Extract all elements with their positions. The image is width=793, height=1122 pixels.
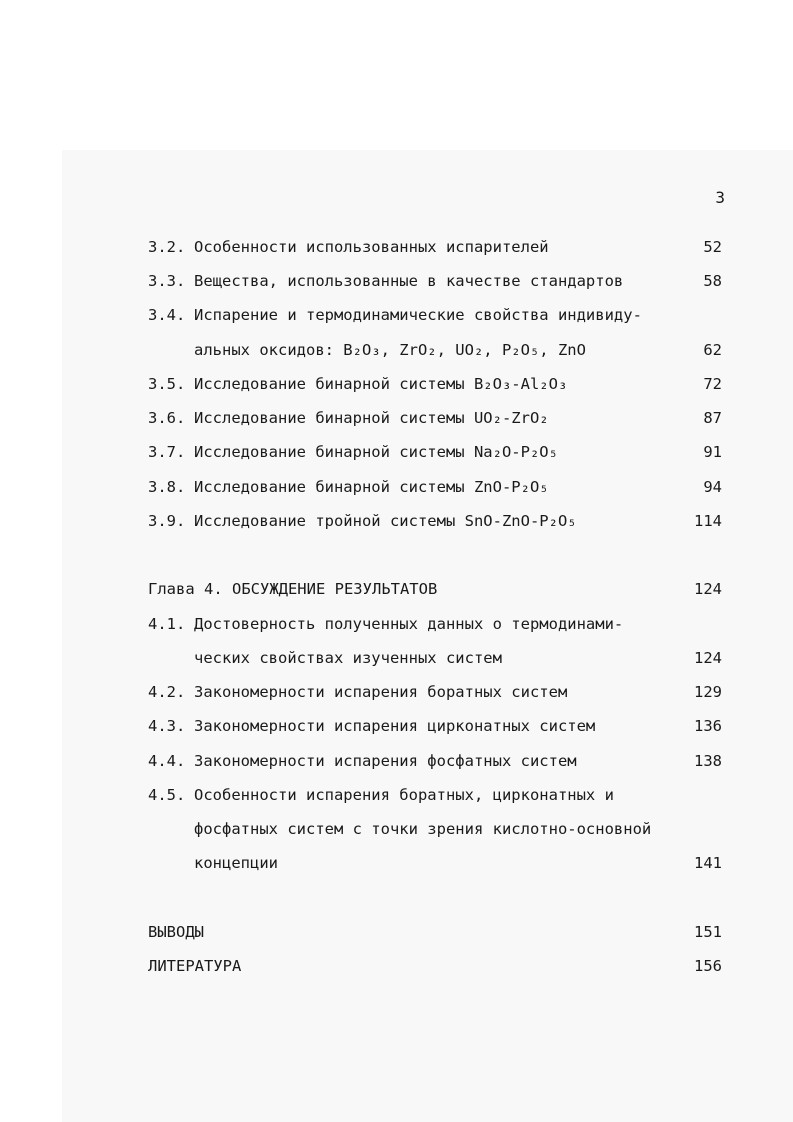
toc-entry-literature xyxy=(148,954,722,978)
section-title: Исследование бинарной системы UO₂-ZrO₂ xyxy=(194,409,549,427)
section-page: 114 xyxy=(694,512,722,530)
toc-entry-3-4 xyxy=(148,303,722,327)
section-title: Закономерности испарения фосфатных систем xyxy=(194,752,577,770)
section-title-line2: фосфатных систем с точки зрения кислотно-основной xyxy=(194,820,652,838)
section-title-line1: Достоверность полученных данных о термодинами- xyxy=(194,615,624,633)
toc-entry-3-8 xyxy=(148,475,722,499)
section-page: 72 xyxy=(703,375,722,393)
section-title: Особенности использованных испарителей xyxy=(194,238,549,256)
section-number: 3.8. xyxy=(148,478,186,496)
section-page: 52 xyxy=(703,238,722,256)
toc-entry-4-3 xyxy=(148,714,722,738)
toc-entry-4-1-cont xyxy=(148,646,722,670)
section-page: 62 xyxy=(703,341,722,359)
section-number: 3.6. xyxy=(148,409,186,427)
section-number: 4.2. xyxy=(148,683,186,701)
section-number: 3.9. xyxy=(148,512,186,530)
section-page: 141 xyxy=(694,854,722,872)
toc-entry-3-7 xyxy=(148,440,722,464)
toc-entry-4-1 xyxy=(148,612,722,636)
toc-entry-3-9 xyxy=(148,509,722,533)
conclusions-title: ВЫВОДЫ xyxy=(148,923,204,941)
toc-entry-3-6 xyxy=(148,406,722,430)
section-page: 124 xyxy=(694,580,722,598)
section-page: 87 xyxy=(703,409,722,427)
toc-entry-4-5-cont xyxy=(148,817,722,841)
section-number: 3.2. xyxy=(148,238,186,256)
section-number: 4.5. xyxy=(148,786,186,804)
literature-title: ЛИТЕРАТУРА xyxy=(148,957,242,975)
toc-entry-3-2 xyxy=(148,235,722,259)
toc-entry-4-4 xyxy=(148,749,722,773)
section-page: 151 xyxy=(694,923,722,941)
section-title-line2: альных оксидов: B₂O₃, ZrO₂, UO₂, P₂O₅, ZnO xyxy=(194,341,586,359)
page-number: 3 xyxy=(715,188,725,207)
section-title-line1: Испарение и термодинамические свойства индивиду- xyxy=(194,306,642,324)
section-title: Закономерности испарения цирконатных систем xyxy=(194,717,596,735)
section-page: 124 xyxy=(694,649,722,667)
section-page: 91 xyxy=(703,443,722,461)
section-title: Исследование тройной системы SnO-ZnO-P₂O₅ xyxy=(194,512,577,530)
toc-entry-4-2 xyxy=(148,680,722,704)
section-page: 129 xyxy=(694,683,722,701)
section-title: Исследование бинарной системы B₂O₃-Al₂O₃ xyxy=(194,375,568,393)
section-title-line3: концепции xyxy=(194,854,278,872)
section-title-line2: ческих свойствах изученных систем xyxy=(194,649,502,667)
toc-entry-3-3 xyxy=(148,269,722,293)
section-title: Вещества, использованные в качестве стандартов xyxy=(194,272,624,290)
section-number: 3.4. xyxy=(148,306,186,324)
section-title: Исследование бинарной системы ZnO-P₂O₅ xyxy=(194,478,549,496)
section-page: 136 xyxy=(694,717,722,735)
section-number: 4.4. xyxy=(148,752,186,770)
section-page: 138 xyxy=(694,752,722,770)
toc-entry-4-5-cont2 xyxy=(148,851,722,875)
section-title-line1: Особенности испарения боратных, цирконатных и xyxy=(194,786,614,804)
section-number: 4.1. xyxy=(148,615,186,633)
toc-entry-3-5 xyxy=(148,372,722,396)
section-number: 3.3. xyxy=(148,272,186,290)
toc-entry-4-5 xyxy=(148,783,722,807)
section-title: Исследование бинарной системы Na₂O-P₂O₅ xyxy=(194,443,558,461)
toc-entry-3-4-cont xyxy=(148,338,722,362)
toc-entry-conclusions xyxy=(148,920,722,944)
chapter-title: Глава 4. ОБСУЖДЕНИЕ РЕЗУЛЬТАТОВ xyxy=(148,580,438,598)
section-number: 3.7. xyxy=(148,443,186,461)
section-number: 4.3. xyxy=(148,717,186,735)
section-number: 3.5. xyxy=(148,375,186,393)
section-page: 94 xyxy=(703,478,722,496)
section-title: Закономерности испарения боратных систем xyxy=(194,683,568,701)
section-page: 58 xyxy=(703,272,722,290)
toc-entry-chapter-4 xyxy=(148,577,722,601)
section-page: 156 xyxy=(694,957,722,975)
